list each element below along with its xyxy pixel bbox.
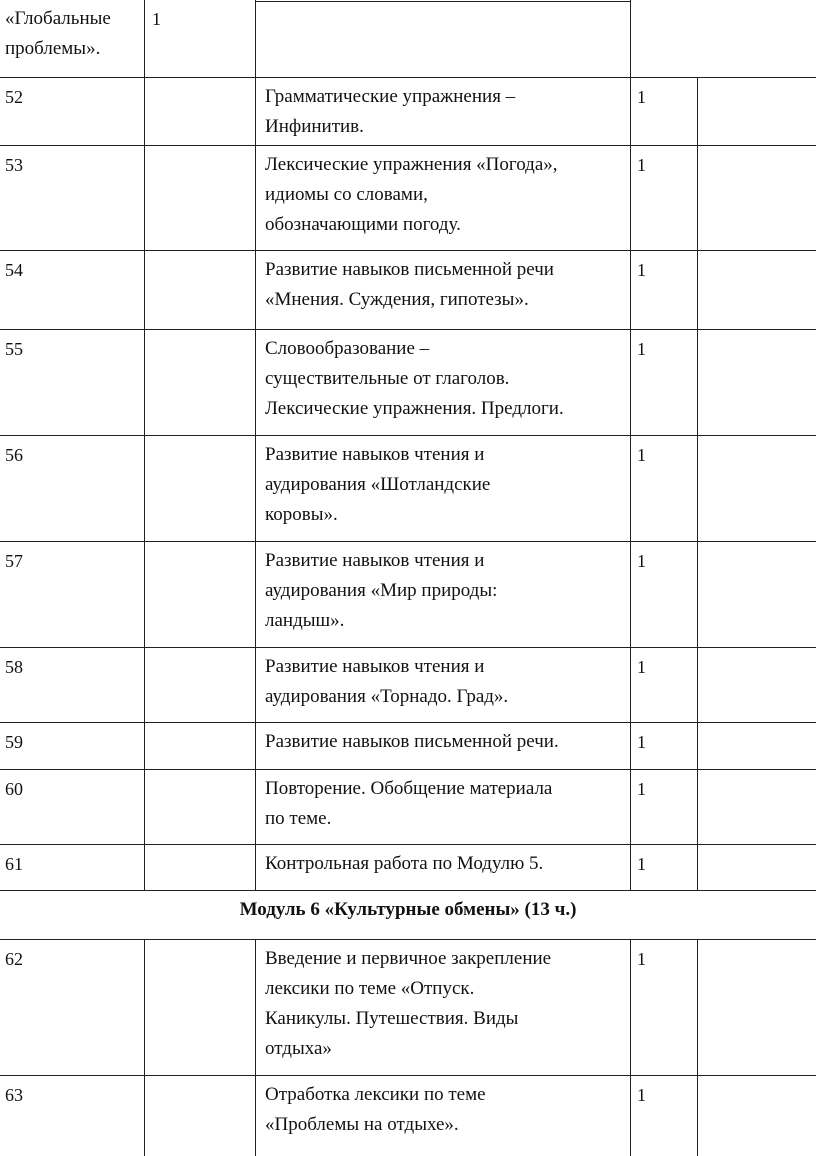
table-column-border <box>255 77 256 890</box>
table-column-border <box>630 77 631 890</box>
table-row-border <box>0 769 816 770</box>
lesson-topic-line: коровы». <box>265 504 338 525</box>
lesson-topic-line: Лексические упражнения «Погода», <box>265 154 558 175</box>
lesson-hours: 1 <box>637 339 646 359</box>
table-row-border <box>0 844 816 845</box>
lesson-number: 59 <box>5 732 23 752</box>
lesson-hours: 1 <box>637 155 646 175</box>
lesson-topic-line: отдыха» <box>265 1038 332 1059</box>
lesson-number: 52 <box>5 87 23 107</box>
lesson-hours: 1 <box>637 87 646 107</box>
table-column-border <box>144 0 145 77</box>
lesson-topic-line: по теме. <box>265 808 332 829</box>
table-row-border <box>0 1075 816 1076</box>
lesson-number: 61 <box>5 854 23 874</box>
lesson-topic-line: ландыш». <box>265 610 345 631</box>
table-row-border <box>0 647 816 648</box>
lesson-hours: 1 <box>637 779 646 799</box>
lesson-number: 63 <box>5 1085 23 1105</box>
table-row-border <box>255 1 630 2</box>
lesson-topic-line: лексики по теме «Отпуск. <box>265 978 475 999</box>
table-row-border <box>0 329 816 330</box>
lesson-topic-line: Отработка лексики по теме <box>265 1084 486 1105</box>
lesson-hours: 1 <box>637 949 646 969</box>
lesson-topic-line: Развитие навыков письменной речи. <box>265 731 559 752</box>
lesson-number: 60 <box>5 779 23 799</box>
lesson-topic-line: Грамматические упражнения – <box>265 86 516 107</box>
table-row-border <box>0 145 816 146</box>
lesson-number: 53 <box>5 155 23 175</box>
lesson-topic-line: Развитие навыков чтения и <box>265 656 485 677</box>
lesson-topic-line: Введение и первичное закрепление <box>265 948 552 969</box>
lesson-number: 58 <box>5 657 23 677</box>
table-row-border <box>0 541 816 542</box>
table-row-border <box>0 890 816 891</box>
lesson-topic-line: обозначающими погоду. <box>265 214 461 235</box>
table-row-border <box>0 435 816 436</box>
lesson-number: 55 <box>5 339 23 359</box>
top-row-topic-line-2: проблемы». <box>5 38 101 59</box>
table-row-border <box>0 722 816 723</box>
lesson-number: 56 <box>5 445 23 465</box>
lesson-number: 54 <box>5 260 23 280</box>
lesson-topic-line: существительные от глаголов. <box>265 368 510 389</box>
lesson-topic-line: аудирования «Мир природы: <box>265 580 498 601</box>
lesson-hours: 1 <box>637 445 646 465</box>
lesson-number: 62 <box>5 949 23 969</box>
lesson-topic-line: Повторение. Обобщение материала <box>265 778 553 799</box>
table-column-border <box>144 939 145 1156</box>
lesson-hours: 1 <box>637 732 646 752</box>
lesson-topic-line: Каникулы. Путешествия. Виды <box>265 1008 519 1029</box>
lesson-topic-line: идиомы со словами, <box>265 184 428 205</box>
lesson-topic-line: Развитие навыков чтения и <box>265 550 485 571</box>
table-column-border <box>255 0 256 77</box>
lesson-topic-line: аудирования «Шотландские <box>265 474 491 495</box>
table-row-border <box>0 77 816 78</box>
lesson-topic-line: «Мнения. Суждения, гипотезы». <box>265 289 529 310</box>
lesson-topic-line: Контрольная работа по Модулю 5. <box>265 853 544 874</box>
lesson-hours: 1 <box>637 657 646 677</box>
table-row-border <box>0 939 816 940</box>
lesson-hours: 1 <box>637 551 646 571</box>
lesson-topic-line: аудирования «Торнадо. Град». <box>265 686 509 707</box>
lesson-topic-line: Инфинитив. <box>265 116 364 137</box>
table-row-border <box>0 250 816 251</box>
lesson-topic-line: Развитие навыков чтения и <box>265 444 485 465</box>
table-column-border <box>697 77 698 890</box>
lesson-hours: 1 <box>637 1085 646 1105</box>
top-row-hours: 1 <box>152 9 161 29</box>
lesson-hours: 1 <box>637 260 646 280</box>
table-column-border <box>255 939 256 1156</box>
module-heading: Модуль 6 «Культурные обмены» (13 ч.) <box>239 899 577 920</box>
lesson-number: 57 <box>5 551 23 571</box>
lesson-topic-line: Развитие навыков письменной речи <box>265 259 554 280</box>
top-row-topic-line-1: «Глобальные <box>5 8 111 29</box>
lesson-topic-line: Словообразование – <box>265 338 430 359</box>
lesson-topic-line: Лексические упражнения. Предлоги. <box>265 398 564 419</box>
table-column-border <box>630 0 631 77</box>
lesson-hours: 1 <box>637 854 646 874</box>
lesson-topic-line: «Проблемы на отдыхе». <box>265 1114 459 1135</box>
table-column-border <box>630 939 631 1156</box>
table-column-border <box>144 77 145 890</box>
table-column-border <box>697 939 698 1156</box>
